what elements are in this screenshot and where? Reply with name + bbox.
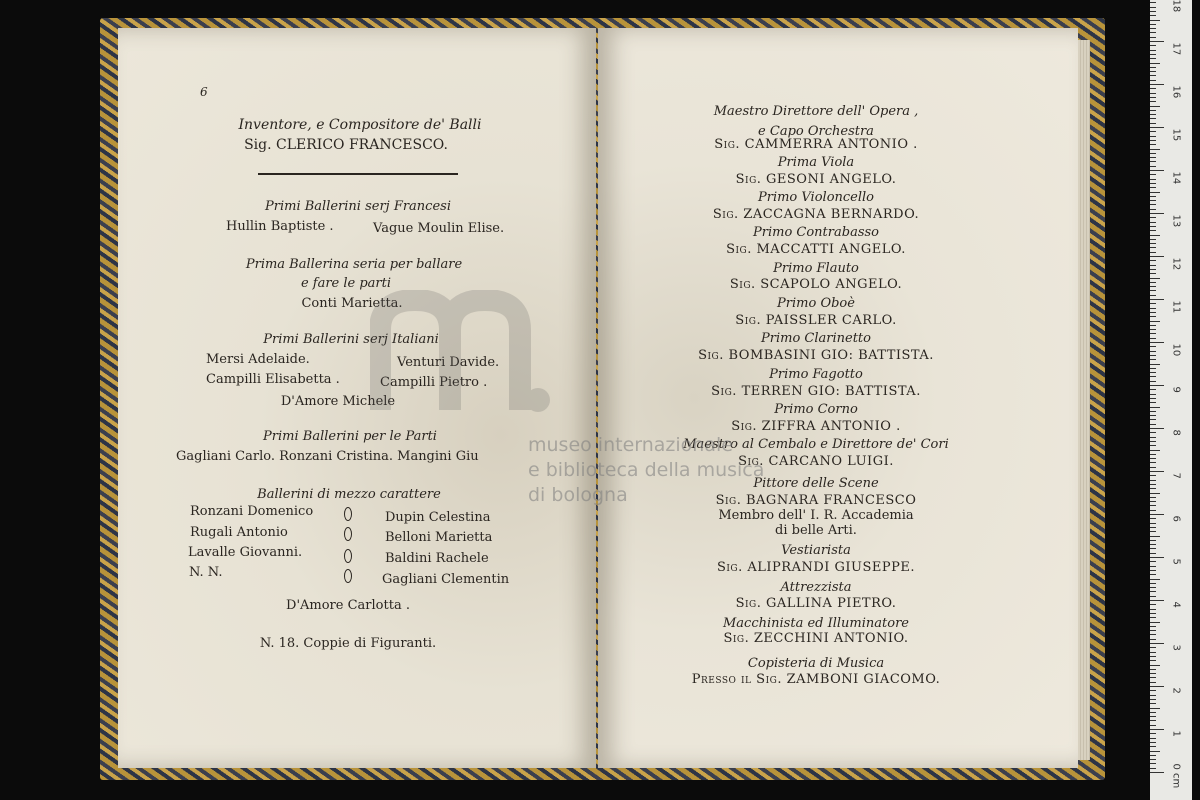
italiani-row1-left: Mersi Adelaide. <box>206 352 310 367</box>
ruler-tick <box>1150 553 1156 554</box>
prima-ballerina-heading-1: Prima Ballerina seria per ballare <box>245 257 463 272</box>
ruler-tick <box>1150 716 1156 717</box>
ruler-tick <box>1150 260 1156 261</box>
ruler-tick <box>1150 768 1156 769</box>
ruler-tick <box>1150 424 1156 425</box>
italiani-row3: D'Amore Michele <box>280 394 396 409</box>
ruler-tick <box>1150 415 1156 416</box>
ruler-tick <box>1150 682 1156 683</box>
ruler-tick <box>1150 450 1160 451</box>
role-title: Primo Violoncello <box>757 190 875 205</box>
person-name: Sig. SCAPOLO ANGELO. <box>729 277 903 292</box>
ruler-number: 14 <box>1170 171 1182 185</box>
ruler-tick <box>1150 355 1156 356</box>
ruler-tick <box>1150 402 1156 403</box>
ruler-tick <box>1150 196 1156 197</box>
ruler-tick <box>1150 127 1164 128</box>
ruler-number: 11 <box>1170 300 1182 314</box>
ruler-tick <box>1150 93 1156 94</box>
ruler-tick <box>1150 299 1164 300</box>
ruler-tick <box>1150 480 1156 481</box>
ruler-tick <box>1150 179 1156 180</box>
ruler-tick <box>1150 243 1156 244</box>
role-title: Primo Corno <box>774 402 858 417</box>
ruler-tick <box>1150 686 1164 687</box>
ruler-tick <box>1150 531 1156 532</box>
ruler-number: 10 <box>1170 343 1182 357</box>
ruler-tick <box>1150 561 1156 562</box>
ruler-tick <box>1150 708 1160 709</box>
ruler-tick <box>1150 286 1156 287</box>
role-title: Pittore delle Scene <box>753 476 879 491</box>
ruler-number: 13 <box>1170 214 1182 228</box>
measurement-ruler <box>1150 0 1192 800</box>
ruler-tick <box>1150 106 1160 107</box>
ruler-tick <box>1150 536 1160 537</box>
ruler-tick <box>1150 295 1156 296</box>
ruler-tick <box>1150 376 1156 377</box>
ruler-tick <box>1150 239 1156 240</box>
bracket-ornament <box>344 549 352 563</box>
ruler-tick <box>1150 15 1156 16</box>
ruler-tick <box>1150 389 1156 390</box>
ruler-tick <box>1150 729 1164 730</box>
ruler-tick <box>1150 428 1164 429</box>
ruler-tick <box>1150 118 1156 119</box>
ruler-tick <box>1150 441 1156 442</box>
ruler-tick <box>1150 437 1156 438</box>
ruler-tick <box>1150 514 1164 515</box>
ruler-tick <box>1150 596 1156 597</box>
ruler-tick <box>1150 136 1156 137</box>
ruler-tick <box>1150 639 1156 640</box>
ruler-tick <box>1150 381 1156 382</box>
ruler-tick <box>1150 32 1156 33</box>
bracket-ornament <box>344 527 352 541</box>
prima-ballerina-name: Conti Marietta. <box>301 296 403 311</box>
ruler-tick <box>1150 213 1164 214</box>
ruler-tick <box>1150 772 1164 773</box>
ruler-tick <box>1150 200 1156 201</box>
ruler-tick <box>1150 733 1156 734</box>
ruler-tick <box>1150 763 1156 764</box>
ruler-tick <box>1150 37 1156 38</box>
ruler-tick <box>1150 183 1156 184</box>
ruler-tick <box>1150 131 1156 132</box>
ruler-tick <box>1150 630 1156 631</box>
person-note: di belle Arti. <box>775 523 857 538</box>
ruler-tick <box>1150 222 1156 223</box>
ruler-tick <box>1150 170 1164 171</box>
ruler-tick <box>1150 71 1156 72</box>
ruler-tick <box>1150 209 1156 210</box>
ruler-tick <box>1150 359 1156 360</box>
ruler-tick <box>1150 626 1156 627</box>
ruler-tick <box>1150 157 1156 158</box>
ruler-tick <box>1150 471 1164 472</box>
ruler-tick <box>1150 114 1156 115</box>
ruler-tick <box>1150 600 1164 601</box>
ruler-tick <box>1150 63 1160 64</box>
ruler-tick <box>1150 583 1156 584</box>
ruler-tick <box>1150 751 1160 752</box>
ruler-tick <box>1150 574 1156 575</box>
ruler-tick <box>1150 316 1156 317</box>
ruler-tick <box>1150 308 1156 309</box>
parti-heading: Primi Ballerini per le Parti <box>263 429 437 444</box>
ruler-number: 8 <box>1170 429 1182 436</box>
ruler-tick <box>1150 742 1156 743</box>
ruler-tick <box>1150 394 1156 395</box>
ruler-tick <box>1150 28 1156 29</box>
ruler-tick <box>1150 695 1156 696</box>
inventor-heading: Inventore, e Compositore de' Balli <box>238 117 482 133</box>
ruler-tick <box>1150 235 1160 236</box>
ruler-tick <box>1150 703 1156 704</box>
mezzo-right-item: Gagliani Clementin <box>382 572 510 587</box>
ruler-tick <box>1150 364 1160 365</box>
ruler-tick <box>1150 677 1156 678</box>
role-title: Prima Viola <box>777 155 855 170</box>
ruler-tick <box>1150 204 1156 205</box>
ruler-tick <box>1150 273 1156 274</box>
role-title: Primo Flauto <box>773 261 859 276</box>
ruler-tick <box>1150 342 1164 343</box>
ruler-tick <box>1150 407 1160 408</box>
bracket-ornament <box>344 507 352 521</box>
ruler-number: 5 <box>1170 558 1182 565</box>
ruler-tick <box>1150 669 1156 670</box>
parti-names: Gagliani Carlo. Ronzani Cristina. Mangini Giu <box>176 449 479 464</box>
ruler-tick <box>1150 652 1156 653</box>
ruler-tick <box>1150 725 1156 726</box>
mezzo-left-item: Lavalle Giovanni. <box>188 545 303 560</box>
primi-francesi-heading: Primi Ballerini serj Francesi <box>265 199 451 214</box>
ruler-tick <box>1150 97 1156 98</box>
ruler-tick <box>1150 58 1156 59</box>
ruler-tick <box>1150 321 1160 322</box>
ruler-number: 15 <box>1170 128 1182 142</box>
ruler-tick <box>1150 256 1164 257</box>
bracket-ornament <box>344 569 352 583</box>
section-divider <box>258 173 458 175</box>
ruler-tick <box>1150 45 1156 46</box>
ruler-tick <box>1150 303 1156 304</box>
ruler-tick <box>1150 643 1164 644</box>
ruler-tick <box>1150 67 1156 68</box>
ruler-tick <box>1150 80 1156 81</box>
ruler-tick <box>1150 290 1156 291</box>
ruler-number: 4 <box>1170 601 1182 608</box>
ruler-tick <box>1150 587 1156 588</box>
ruler-tick <box>1150 88 1156 89</box>
person-name: Sig. BOMBASINI GIO: BATTISTA. <box>698 348 934 363</box>
ruler-tick <box>1150 20 1160 21</box>
ruler-number: 18 <box>1170 0 1182 13</box>
person-note: Membro dell' I. R. Accademia <box>718 508 914 523</box>
person-name: Sig. MACCATTI ANGELO. <box>726 242 906 257</box>
watermark-line: museo internazionale <box>528 434 733 456</box>
ruler-tick <box>1150 325 1156 326</box>
role-title: Primo Fagotto <box>769 367 863 382</box>
person-name: Sig. GESONI ANGELO. <box>735 172 897 187</box>
ruler-tick <box>1150 458 1156 459</box>
person-name: Sig. ZIFFRA ANTONIO . <box>731 419 901 434</box>
figuranti: N. 18. Coppie di Figuranti. <box>259 636 437 651</box>
ruler-tick <box>1150 144 1156 145</box>
ruler-tick <box>1150 351 1156 352</box>
mezzo-right-item: Baldini Rachele <box>385 551 489 566</box>
ruler-number: 17 <box>1170 42 1182 56</box>
ruler-tick <box>1150 557 1164 558</box>
ruler-tick <box>1150 617 1156 618</box>
ruler-tick <box>1150 226 1156 227</box>
role-title: Copisteria di Musica <box>747 656 885 671</box>
ruler-tick <box>1150 544 1156 545</box>
ruler-tick <box>1150 613 1156 614</box>
ruler-tick <box>1150 153 1156 154</box>
ruler-tick <box>1150 738 1156 739</box>
ruler-tick <box>1150 368 1156 369</box>
ruler-tick <box>1150 501 1156 502</box>
italiani-row2-left: Campilli Elisabetta . <box>206 372 340 387</box>
ruler-tick <box>1150 2 1156 3</box>
ruler-tick <box>1150 604 1156 605</box>
ruler-tick <box>1150 338 1156 339</box>
person-name: Sig. ALIPRANDI GIUSEPPE. <box>716 560 916 575</box>
damore-carlotta: D'Amore Carlotta . <box>286 598 410 613</box>
ruler-tick <box>1150 497 1156 498</box>
ruler-tick <box>1150 7 1156 8</box>
mezzo-left-item: Rugali Antonio <box>190 525 288 540</box>
ruler-tick <box>1150 484 1156 485</box>
ruler-tick <box>1150 673 1156 674</box>
ruler-tick <box>1150 656 1156 657</box>
ruler-tick <box>1150 518 1156 519</box>
ruler-tick <box>1150 11 1156 12</box>
ruler-tick <box>1150 398 1156 399</box>
ruler-tick <box>1150 269 1156 270</box>
person-name: Sig. PAISSLER CARLO. <box>735 313 897 328</box>
ruler-tick <box>1150 187 1156 188</box>
mezzo-right-item: Dupin Celestina <box>385 510 491 525</box>
ruler-tick <box>1150 123 1156 124</box>
ruler-tick <box>1150 475 1156 476</box>
mezzo-heading: Ballerini di mezzo carattere <box>257 487 441 502</box>
ruler-tick <box>1150 493 1160 494</box>
ruler-tick <box>1150 50 1156 51</box>
ruler-tick <box>1150 665 1160 666</box>
ruler-tick <box>1150 385 1164 386</box>
ruler-tick <box>1150 432 1156 433</box>
primi-francesi-left: Hullin Baptiste . <box>226 219 334 234</box>
ruler-tick <box>1150 488 1156 489</box>
person-name: Sig. BAGNARA FRANCESCO <box>715 493 917 508</box>
ruler-tick <box>1150 247 1156 248</box>
ruler-tick <box>1150 454 1156 455</box>
ruler-tick <box>1150 75 1156 76</box>
ruler-tick <box>1150 527 1156 528</box>
page-edges <box>1078 40 1090 760</box>
ruler-tick <box>1150 110 1156 111</box>
ruler-tick <box>1150 634 1156 635</box>
ruler-tick <box>1150 372 1156 373</box>
ruler-tick <box>1150 720 1156 721</box>
ruler-tick <box>1150 312 1156 313</box>
ruler-tick <box>1150 755 1156 756</box>
ruler-tick <box>1150 252 1156 253</box>
ruler-tick <box>1150 570 1156 571</box>
mezzo-left-item: N. N. <box>189 565 223 580</box>
ruler-tick <box>1150 166 1156 167</box>
ruler-tick <box>1150 746 1156 747</box>
ruler-tick <box>1150 346 1156 347</box>
watermark-line: e biblioteca della musica <box>528 459 765 481</box>
page-number: 6 <box>200 85 208 99</box>
ruler-tick <box>1150 759 1156 760</box>
watermark-line: di bologna <box>528 484 628 506</box>
mezzo-right-item: Belloni Marietta <box>385 530 493 545</box>
primi-italiani-heading: Primi Ballerini serj Italiani <box>263 332 439 347</box>
inventor-name: Sig. CLERICO FRANCESCO. <box>244 137 448 153</box>
role-title: Maestro Direttore dell' Opera , <box>713 104 919 119</box>
ruler-tick <box>1150 462 1156 463</box>
mezzo-left-item: Ronzani Domenico <box>190 504 314 519</box>
ruler-number: 16 <box>1170 85 1182 99</box>
ruler-tick <box>1150 690 1156 691</box>
ruler-tick <box>1150 101 1156 102</box>
role-title: Primo Contrabasso <box>753 225 879 240</box>
ruler-tick <box>1150 419 1156 420</box>
role-title: Primo Clarinetto <box>761 331 871 346</box>
ruler-number: 2 <box>1170 687 1182 694</box>
ruler-tick <box>1150 217 1156 218</box>
role-title: Maestro al Cembalo e Direttore de' Cori <box>683 437 949 452</box>
ruler-unit-label: 0 cm <box>1170 763 1182 789</box>
person-name: Sig. CARCANO LUIGI. <box>738 454 894 469</box>
ruler-number: 12 <box>1170 257 1182 271</box>
ruler-tick <box>1150 149 1160 150</box>
role-title: Primo Oboè <box>777 296 855 311</box>
ruler-number: 3 <box>1170 644 1182 651</box>
ruler-number: 7 <box>1170 472 1182 479</box>
person-name: Sig. ZECCHINI ANTONIO. <box>723 631 909 646</box>
ruler-number: 6 <box>1170 515 1182 522</box>
ruler-tick <box>1150 329 1156 330</box>
ruler-tick <box>1150 84 1164 85</box>
ruler-tick <box>1150 647 1156 648</box>
ruler-tick <box>1150 540 1156 541</box>
ruler-tick <box>1150 548 1156 549</box>
person-name: Sig. CAMMERRA ANTONIO . <box>714 137 918 152</box>
prima-ballerina-heading-2: e fare le parti <box>300 276 392 291</box>
role-title: Attrezzista <box>780 580 852 595</box>
ruler-tick <box>1150 278 1160 279</box>
ruler-tick <box>1150 579 1160 580</box>
ruler-tick <box>1150 140 1156 141</box>
person-name: Sig. TERREN GIO: BATTISTA. <box>711 384 921 399</box>
ruler-tick <box>1150 622 1160 623</box>
italiani-row1-right: Venturi Davide. <box>397 355 500 370</box>
ruler-tick <box>1150 192 1160 193</box>
ruler-tick <box>1150 660 1156 661</box>
ruler-tick <box>1150 333 1156 334</box>
ruler-tick <box>1150 54 1156 55</box>
ruler-tick <box>1150 591 1156 592</box>
role-title: e Capo Orchestra <box>758 124 874 139</box>
ruler-tick <box>1150 712 1156 713</box>
ruler-tick <box>1150 445 1156 446</box>
ruler-tick <box>1150 505 1156 506</box>
ruler-tick <box>1150 411 1156 412</box>
ruler-tick <box>1150 174 1156 175</box>
role-title: Vestiarista <box>781 543 851 558</box>
ruler-tick <box>1150 699 1156 700</box>
ruler-number: 9 <box>1170 386 1182 393</box>
primi-francesi-right: Vague Moulin Elise. <box>373 221 505 236</box>
ruler-tick <box>1150 265 1156 266</box>
ruler-tick <box>1150 609 1156 610</box>
role-title: Macchinista ed Illuminatore <box>723 616 909 631</box>
ruler-tick <box>1150 41 1164 42</box>
ruler-tick <box>1150 230 1156 231</box>
ruler-tick <box>1150 467 1156 468</box>
ruler-tick <box>1150 523 1156 524</box>
person-name: Sig. GALLINA PIETRO. <box>735 596 897 611</box>
italiani-row2-right: Campilli Pietro . <box>380 375 488 390</box>
ruler-tick <box>1150 282 1156 283</box>
ruler-tick <box>1150 24 1156 25</box>
ruler-tick <box>1150 161 1156 162</box>
ruler-tick <box>1150 510 1156 511</box>
person-name: Presso il Sig. ZAMBONI GIACOMO. <box>691 672 941 687</box>
person-name: Sig. ZACCAGNA BERNARDO. <box>712 207 920 222</box>
ruler-tick <box>1150 566 1156 567</box>
ruler-number: 1 <box>1170 730 1182 737</box>
